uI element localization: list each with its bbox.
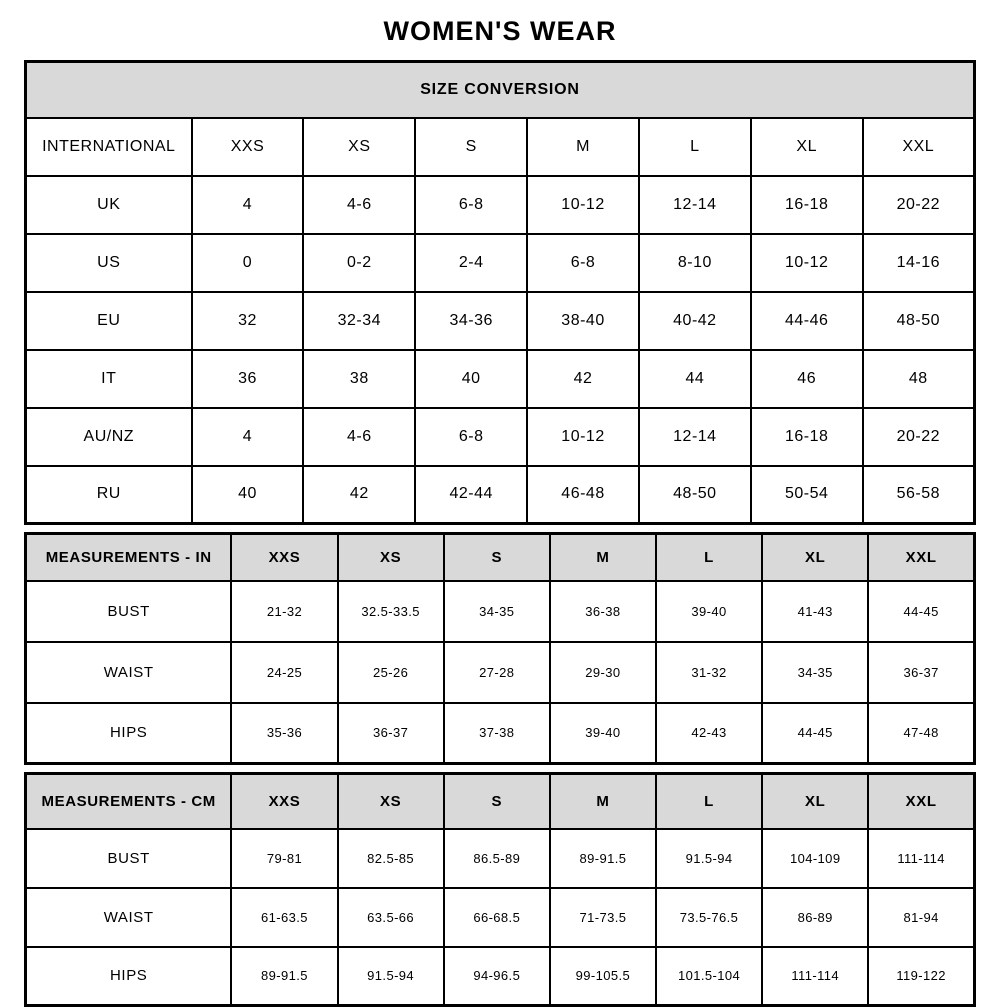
column-header: XXL: [868, 534, 974, 581]
measurement-cell: 39-40: [656, 581, 762, 642]
column-header: S: [444, 774, 550, 829]
size-cell: 16-18: [751, 408, 863, 466]
column-header: XXS: [231, 534, 337, 581]
table-row: [26, 703, 975, 764]
column-header: S: [444, 534, 550, 581]
size-cell: 0: [192, 234, 304, 292]
size-cell: 56-58: [863, 466, 975, 524]
column-header: XL: [762, 774, 868, 829]
measurement-cell: 21-32: [231, 581, 337, 642]
size-cell: 14-16: [863, 234, 975, 292]
column-header: L: [639, 118, 751, 176]
size-cell: 6-8: [415, 408, 527, 466]
size-cell: 6-8: [527, 234, 639, 292]
row-label: WAIST: [26, 642, 232, 703]
measurement-cell: 27-28: [444, 642, 550, 703]
size-cell: 40-42: [639, 292, 751, 350]
measurement-cell: 86.5-89: [444, 829, 550, 888]
table-row: [26, 234, 975, 292]
measurement-cell: 101.5-104: [656, 947, 762, 1006]
size-cell: 44: [639, 350, 751, 408]
column-header: L: [656, 774, 762, 829]
row-label: HIPS: [26, 703, 232, 764]
size-cell: 40: [415, 350, 527, 408]
row-label: AU/NZ: [26, 408, 192, 466]
row-label: IT: [26, 350, 192, 408]
size-cell: 36: [192, 350, 304, 408]
row-label: WAIST: [26, 888, 232, 947]
measurement-cell: 79-81: [231, 829, 337, 888]
size-cell: 48-50: [639, 466, 751, 524]
measurement-cell: 37-38: [444, 703, 550, 764]
size-cell: 38: [303, 350, 415, 408]
size-cell: 50-54: [751, 466, 863, 524]
size-cell: 46: [751, 350, 863, 408]
size-cell: 4: [192, 176, 304, 234]
column-header: XL: [762, 534, 868, 581]
size-cell: 10-12: [751, 234, 863, 292]
column-header: L: [656, 534, 762, 581]
measurements-cm-table: [24, 772, 976, 1007]
size-cell: 42: [527, 350, 639, 408]
measurement-cell: 25-26: [338, 642, 444, 703]
measurement-cell: 61-63.5: [231, 888, 337, 947]
measurement-cell: 44-45: [868, 581, 974, 642]
table-row: [26, 292, 975, 350]
size-cell: 38-40: [527, 292, 639, 350]
table-row: [26, 642, 975, 703]
size-cell: 12-14: [639, 176, 751, 234]
table-row: [26, 581, 975, 642]
size-cell: 4-6: [303, 176, 415, 234]
measurement-cell: 71-73.5: [550, 888, 656, 947]
size-conversion-table: [24, 60, 976, 525]
size-cell: 42-44: [415, 466, 527, 524]
row-label: UK: [26, 176, 192, 234]
size-cell: 2-4: [415, 234, 527, 292]
size-cell: 10-12: [527, 408, 639, 466]
size-cell: 44-46: [751, 292, 863, 350]
measurement-cell: 91.5-94: [338, 947, 444, 1006]
measurement-cell: 63.5-66: [338, 888, 444, 947]
measurement-cell: 73.5-76.5: [656, 888, 762, 947]
size-cell: 4-6: [303, 408, 415, 466]
column-header: S: [415, 118, 527, 176]
measurement-cell: 35-36: [231, 703, 337, 764]
column-header: XS: [338, 774, 444, 829]
size-cell: 46-48: [527, 466, 639, 524]
column-header: XXL: [863, 118, 975, 176]
measurement-cell: 99-105.5: [550, 947, 656, 1006]
size-cell: 12-14: [639, 408, 751, 466]
column-header: XS: [338, 534, 444, 581]
column-header: XS: [303, 118, 415, 176]
row-label: US: [26, 234, 192, 292]
row-label: RU: [26, 466, 192, 524]
measurement-cell: 89-91.5: [231, 947, 337, 1006]
size-cell: 40: [192, 466, 304, 524]
table-row: [26, 118, 975, 176]
row-label: BUST: [26, 581, 232, 642]
size-cell: 48: [863, 350, 975, 408]
measurements-in-table: [24, 532, 976, 765]
table-row: [26, 888, 975, 947]
measurement-cell: 82.5-85: [338, 829, 444, 888]
column-header: XXL: [868, 774, 974, 829]
measurement-cell: 36-37: [338, 703, 444, 764]
row-label: BUST: [26, 829, 232, 888]
size-cell: 48-50: [863, 292, 975, 350]
measurement-cell: 39-40: [550, 703, 656, 764]
measurement-cell: 34-35: [762, 642, 868, 703]
size-cell: 34-36: [415, 292, 527, 350]
measurements-cm-title: MEASUREMENTS - CM: [26, 774, 232, 829]
measurement-cell: 86-89: [762, 888, 868, 947]
table-row: [26, 176, 975, 234]
page-title: WOMEN'S WEAR: [383, 16, 617, 46]
row-label: EU: [26, 292, 192, 350]
size-cell: 32-34: [303, 292, 415, 350]
table-row: [26, 408, 975, 466]
measurement-cell: 111-114: [762, 947, 868, 1006]
column-header: XXS: [231, 774, 337, 829]
measurement-cell: 81-94: [868, 888, 974, 947]
size-cell: 16-18: [751, 176, 863, 234]
measurement-cell: 32.5-33.5: [338, 581, 444, 642]
size-cell: 20-22: [863, 408, 975, 466]
table-row: [26, 534, 975, 581]
size-cell: 6-8: [415, 176, 527, 234]
size-cell: 20-22: [863, 176, 975, 234]
column-header: M: [550, 774, 656, 829]
measurement-cell: 34-35: [444, 581, 550, 642]
measurement-cell: 42-43: [656, 703, 762, 764]
column-header: INTERNATIONAL: [26, 118, 192, 176]
table-row: [26, 829, 975, 888]
size-conversion-title: SIZE CONVERSION: [26, 62, 975, 118]
measurement-cell: 36-38: [550, 581, 656, 642]
measurement-cell: 94-96.5: [444, 947, 550, 1006]
column-header: XL: [751, 118, 863, 176]
size-cell: 42: [303, 466, 415, 524]
size-cell: 4: [192, 408, 304, 466]
measurements-in-title: MEASUREMENTS - IN: [26, 534, 232, 581]
column-header: M: [527, 118, 639, 176]
measurement-cell: 111-114: [868, 829, 974, 888]
size-cell: 10-12: [527, 176, 639, 234]
size-cell: 32: [192, 292, 304, 350]
measurement-cell: 36-37: [868, 642, 974, 703]
column-header: XXS: [192, 118, 304, 176]
table-row: [26, 350, 975, 408]
measurement-cell: 104-109: [762, 829, 868, 888]
measurement-cell: 47-48: [868, 703, 974, 764]
measurement-cell: 119-122: [868, 947, 974, 1006]
measurement-cell: 24-25: [231, 642, 337, 703]
size-cell: 0-2: [303, 234, 415, 292]
measurement-cell: 66-68.5: [444, 888, 550, 947]
table-row: [26, 466, 975, 524]
measurement-cell: 91.5-94: [656, 829, 762, 888]
table-row: [26, 774, 975, 829]
measurement-cell: 41-43: [762, 581, 868, 642]
measurement-cell: 89-91.5: [550, 829, 656, 888]
size-cell: 8-10: [639, 234, 751, 292]
measurement-cell: 29-30: [550, 642, 656, 703]
measurement-cell: 44-45: [762, 703, 868, 764]
table-row: [26, 62, 975, 118]
row-label: HIPS: [26, 947, 232, 1006]
table-row: [26, 947, 975, 1006]
column-header: M: [550, 534, 656, 581]
measurement-cell: 31-32: [656, 642, 762, 703]
